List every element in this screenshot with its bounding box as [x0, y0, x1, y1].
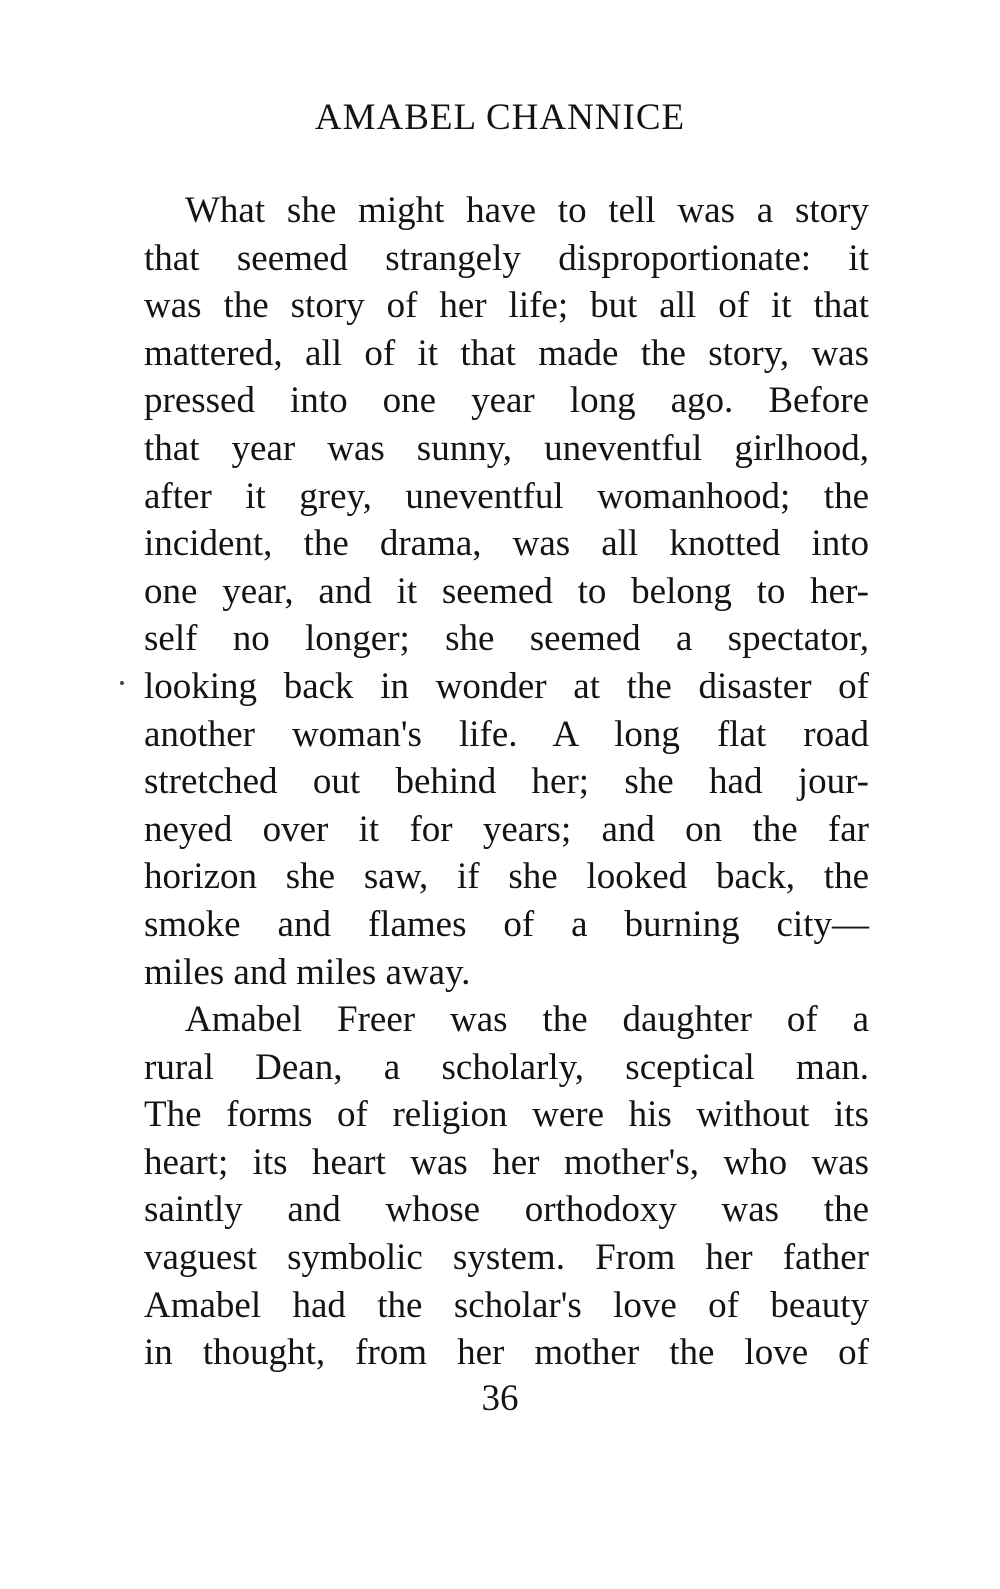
text-line: horizon she saw, if she looked back, the [144, 856, 869, 898]
text-line: one year, and it seemed to belong to her- [144, 570, 869, 612]
text-line: saintly and whose orthodoxy was the [144, 1189, 869, 1231]
text-line: miles and miles away. [144, 951, 471, 993]
paragraph [144, 996, 869, 1377]
text-line: rural Dean, a scholarly, sceptical man. [144, 1046, 869, 1088]
text-line: smoke and flames of a burning city— [144, 903, 869, 945]
text-line: pressed into one year long ago. Before [144, 380, 869, 422]
text-line: another woman's life. A long flat road [144, 713, 869, 755]
body-text [144, 187, 869, 1377]
text-line: mattered, all of it that made the story, was [144, 332, 869, 374]
running-head: AMABEL CHANNICE [314, 97, 686, 138]
text-line: self no longer; she seemed a spectator, [144, 618, 869, 660]
text-line: What she might have to tell was a story [185, 190, 869, 231]
text-line: was the story of her life; but all of it that [144, 285, 869, 327]
page-number: 36 [481, 1378, 519, 1419]
text-line: Amabel had the scholar's love of beauty [144, 1284, 869, 1326]
text-line: The forms of religion were his without its [144, 1094, 869, 1136]
print-speck [120, 681, 124, 685]
text-line: incident, the drama, was all knotted into [144, 523, 869, 565]
text-line: in thought, from her mother the love of [144, 1332, 869, 1374]
text-line: stretched out behind her; she had jour- [144, 761, 869, 803]
text-line: that year was sunny, uneventful girlhood, [144, 427, 869, 469]
text-line: vaguest symbolic system. From her father [144, 1237, 869, 1279]
text-line: neyed over it for years; and on the far [144, 808, 869, 850]
text-line: heart; its heart was her mother's, who was [144, 1141, 869, 1183]
text-line: Amabel Freer was the daughter of a [185, 999, 869, 1041]
text-line: after it grey, uneventful womanhood; the [144, 475, 869, 517]
text-line: that seemed strangely disproportionate: it [144, 237, 869, 279]
text-line: looking back in wonder at the disaster of [144, 665, 869, 707]
paragraph [144, 187, 869, 996]
